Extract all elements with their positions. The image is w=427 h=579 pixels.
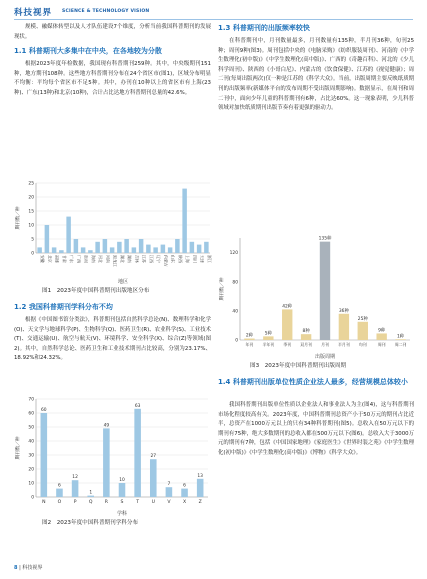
data-label: 25种 — [357, 316, 368, 322]
bar — [52, 247, 56, 253]
fig3-frequency-bar-chart — [218, 228, 414, 360]
x-tick-label: U — [151, 500, 155, 505]
section-1-3-paragraph: 在科普期刊中，月刊数量最多，月刊数量有135种，半月刊36种，旬刊25种；周刊9种(图3)。周刊包括中央的《电脑采购》《纺织服装周刊》、河南的《中学生数理化(初中版)》《中学生数理化(高中版)》、广西的《奇趣百科》、河北的《少儿科学周刊》、陕西的《小哥白尼》、内蒙古的《饮食保健》、江苏的《视觉健康》；周二刊(每周出版两次)仅一种是江苏的《科学大众》。当前，出版周期主要反映纸质期刊的出版频率(新媒体平台的发布周期不受出版周期影响)。数据显示，在周刊和周二刊中，面向少年儿童的科普期刊有6种，占比达60%。这一现象表明，少儿科普领域对加快纸质期刊出版节奏有着更强的驱动力。 — [218, 38, 414, 112]
x-tick-label: 江苏 — [141, 255, 147, 263]
data-label: 6 — [183, 483, 186, 489]
bar — [81, 247, 85, 253]
y-tick-label: 0 — [31, 495, 34, 501]
y-tick-label: 40 — [28, 439, 34, 445]
bar — [339, 314, 349, 340]
x-tick-label: P — [73, 500, 77, 505]
bar — [282, 309, 292, 340]
bar — [72, 480, 79, 497]
data-label: 49 — [103, 423, 110, 429]
journal-english-name: SCIENCE & TECHNOLOGY VISION — [62, 9, 150, 14]
y-tick-label: 15 — [28, 209, 34, 215]
bar — [204, 242, 208, 253]
fig1-caption: 图1 2023年度中国科普期刊出版地区分布 — [42, 288, 150, 294]
y-tick-label: 20 — [28, 195, 34, 201]
bar — [175, 239, 179, 253]
data-label: 10 — [119, 478, 125, 483]
x-tick-label: 双月刊 — [300, 342, 312, 347]
bar — [66, 217, 70, 253]
x-axis-title: 学科 — [116, 511, 128, 517]
fig2-subject-bar-chart — [14, 393, 214, 517]
y-tick-label: 60 — [28, 411, 34, 417]
data-label: 12 — [72, 475, 78, 481]
x-tick-label: 内蒙古 — [163, 255, 169, 267]
bar — [110, 247, 114, 253]
section-1-4-paragraph: 我国科普期刊出版单位性质以企业法人和事业法人为主(图4)，这与科普期刊市场化程度较高有关。2023年度，中国科普期刊总资产小于50万元的期刊占比近半，总资产在1000万元以上的只有34种科普期刊(图5)。总收入在50万元以下的期刊有75种，绝大多数期刊的总收入都在500万元以下(图6)。总收入大于3000万元的期刊有7种，包括《中国国家地理》《家庭医生》《世界时装之苑》《中学生数理化(初中版)》《中学生数理化(高中版)》《博物》《科学大众》。 — [218, 402, 414, 456]
bar — [146, 245, 150, 253]
bar — [153, 247, 157, 253]
data-label: 1种 — [396, 334, 405, 340]
data-label: 9种 — [378, 328, 386, 334]
bar — [59, 250, 63, 253]
header-divider — [14, 19, 413, 20]
bar — [182, 189, 186, 253]
y-axis-title: 期刊数／种 — [16, 206, 21, 230]
x-tick-label: 年刊 — [245, 342, 254, 347]
y-tick-label: 5 — [31, 237, 34, 243]
section-1-2-title: 1.2 我国科普期刊学科分布不均 — [14, 303, 113, 311]
x-tick-label: 湖北 — [119, 255, 125, 263]
data-label: 2种 — [245, 333, 254, 339]
x-tick-label: 季刊 — [283, 342, 292, 347]
data-label: 1 — [89, 490, 93, 496]
bar — [166, 487, 173, 497]
bar — [132, 247, 136, 253]
x-tick-label: 安徽 — [40, 255, 46, 263]
section-1-2-paragraph: 根据《中国图书馆分类法》，科普期刊包括自然科学总论(N)、数理科学和化学(O)、天文学与地球科学(P)、生物科学(Q)、医药卫生(R)、农业科学(S)、工业技术(T)、交通运输(U)、航空与航天(V)、环境科学、安全科学(X)、综合(Z)等领域(图2)。其中，自然科学总论、医药卫生和工业技术期刊占比较高，分别为23.17%、18.92%和24.32%。 — [14, 317, 211, 362]
bar — [301, 334, 311, 340]
data-label: 6 — [58, 483, 61, 489]
x-tick-label: 广东 — [69, 255, 75, 263]
x-tick-label: 广西 — [76, 255, 82, 263]
x-tick-label: 旬刊 — [358, 342, 367, 347]
y-tick-label: 50 — [28, 425, 34, 431]
x-tick-label: 甘肃 — [61, 255, 67, 263]
y-tick-label: 30 — [28, 453, 34, 459]
x-tick-label: 浙江 — [206, 255, 212, 263]
x-tick-label: 黑龙江 — [112, 255, 118, 267]
bar — [263, 336, 273, 340]
y-tick-label: 120 — [229, 251, 238, 257]
y-tick-label: 20 — [28, 467, 34, 473]
x-tick-label: 湖南 — [127, 255, 133, 263]
x-tick-label: N — [42, 500, 46, 505]
data-label: 5种 — [264, 331, 272, 337]
x-tick-label: 半年刊 — [262, 342, 275, 347]
x-tick-label: R — [104, 500, 108, 505]
y-tick-label: 25 — [28, 181, 34, 187]
x-tick-label: 半月刊 — [338, 342, 350, 347]
x-tick-label: 吉林 — [134, 255, 140, 263]
fig2-caption: 图2 2023年度中国科普期刊学科分布 — [42, 520, 139, 526]
y-tick-label: 0 — [235, 338, 238, 344]
data-label: 8种 — [302, 329, 310, 335]
x-tick-label: 陕西 — [177, 255, 183, 263]
x-tick-label: 福建 — [54, 255, 60, 263]
x-tick-label: V — [167, 500, 171, 505]
x-tick-label: 辽宁 — [156, 255, 162, 263]
x-tick-label: T — [136, 500, 140, 505]
data-label: 135种 — [318, 236, 332, 242]
x-tick-label: Q — [88, 500, 93, 505]
page-number: 8 — [14, 565, 18, 571]
y-axis-title: 期刊数／种 — [220, 277, 225, 301]
bar — [190, 242, 194, 253]
x-tick-label: 上海 — [185, 255, 191, 263]
x-tick-label: 河北 — [98, 255, 104, 263]
bar — [56, 489, 63, 497]
y-tick-label: 70 — [28, 397, 34, 403]
y-tick-label: 10 — [28, 481, 34, 487]
bar — [320, 242, 330, 340]
bar — [117, 242, 121, 253]
bar — [74, 239, 78, 253]
x-tick-label: 北京 — [47, 255, 53, 263]
x-tick-label: 周二刊 — [394, 342, 407, 347]
x-tick-label: Z — [198, 500, 202, 505]
x-tick-label: 四川 — [192, 255, 198, 263]
journal-logo: 科技视界 — [14, 8, 53, 18]
bar — [45, 225, 49, 253]
x-tick-label: 贵州 — [83, 255, 89, 263]
x-tick-label: S — [120, 500, 124, 505]
x-tick-label: 海南 — [90, 255, 96, 263]
y-tick-label: 0 — [31, 251, 34, 257]
section-1-1-paragraph: 根据2023年度年检数据，我国现有科普期刊259种。其中，中央级期刊151种，地方期刊108种。这些地方科普期刊分布在24个省区市(图1)，区域分布明显不均衡：平均每个省区市不足5种。其中，办刊在10种以上的省区市有上海(23种)、广东(13种)和北京(10种)，合计占比达地方科普期刊总量的42.6%。 — [14, 61, 211, 96]
x-tick-label: 周刊 — [377, 342, 386, 347]
x-tick-label: O — [57, 500, 62, 505]
bar — [139, 239, 143, 253]
bar — [181, 489, 188, 497]
data-label: 36种 — [338, 308, 349, 314]
fig1-region-bar-chart — [14, 171, 214, 285]
bar — [150, 459, 157, 497]
x-tick-label: 天津 — [199, 255, 205, 263]
bar — [119, 483, 126, 497]
footer-journal-name: 科技视界 — [22, 565, 43, 571]
bar — [358, 322, 368, 340]
bar — [41, 413, 48, 497]
x-tick-label: 月刊 — [321, 342, 329, 347]
section-1-3-title: 1.3 科普期刊的出版频率较快 — [218, 24, 310, 32]
bar — [168, 247, 172, 253]
bar — [197, 245, 201, 253]
page-footer: 8 | 科技视界 — [14, 565, 43, 571]
bar — [376, 333, 386, 340]
data-label: 7 — [167, 482, 171, 488]
x-tick-label: 江西 — [148, 255, 154, 263]
bar — [95, 242, 99, 253]
y-axis-title: 期刊数／种 — [16, 436, 21, 460]
x-axis-title: 出版周期 — [314, 354, 336, 360]
data-label: 60 — [41, 408, 47, 413]
section-1-1-title: 1.1 科普期刊大多集中在中央，在各地较为分散 — [14, 47, 162, 55]
intro-paragraph: 规模、融媒体转型以及人才队伍建设7个维度，分析当前我国科普期刊的发展现状。 — [14, 24, 211, 40]
x-tick-label: 山东 — [170, 255, 176, 263]
bar — [395, 339, 405, 340]
bar — [88, 250, 92, 253]
y-tick-label: 40 — [232, 309, 238, 315]
x-axis-title: 地区 — [117, 279, 129, 285]
bar — [197, 479, 204, 497]
x-tick-label: 河南 — [105, 255, 111, 263]
bar — [134, 409, 141, 497]
data-label: 27 — [150, 454, 157, 460]
y-tick-label: 80 — [232, 280, 238, 286]
section-1-4-title: 1.4 科普期刊出版单位性质企业法人最多，经营规模总体较小 — [218, 378, 408, 386]
y-tick-label: 10 — [28, 223, 34, 229]
bar — [37, 247, 41, 253]
data-label: 42种 — [282, 304, 293, 310]
bar — [124, 239, 128, 253]
x-tick-label: X — [182, 500, 187, 505]
fig3-caption: 图3 2023年度中国科普期刊出版周期 — [250, 363, 347, 369]
bar — [161, 245, 165, 253]
bar — [87, 496, 94, 497]
data-label: 63 — [134, 403, 141, 409]
bar — [103, 239, 107, 253]
data-label: 13 — [197, 473, 203, 479]
bar — [103, 428, 110, 497]
bar — [244, 339, 254, 340]
